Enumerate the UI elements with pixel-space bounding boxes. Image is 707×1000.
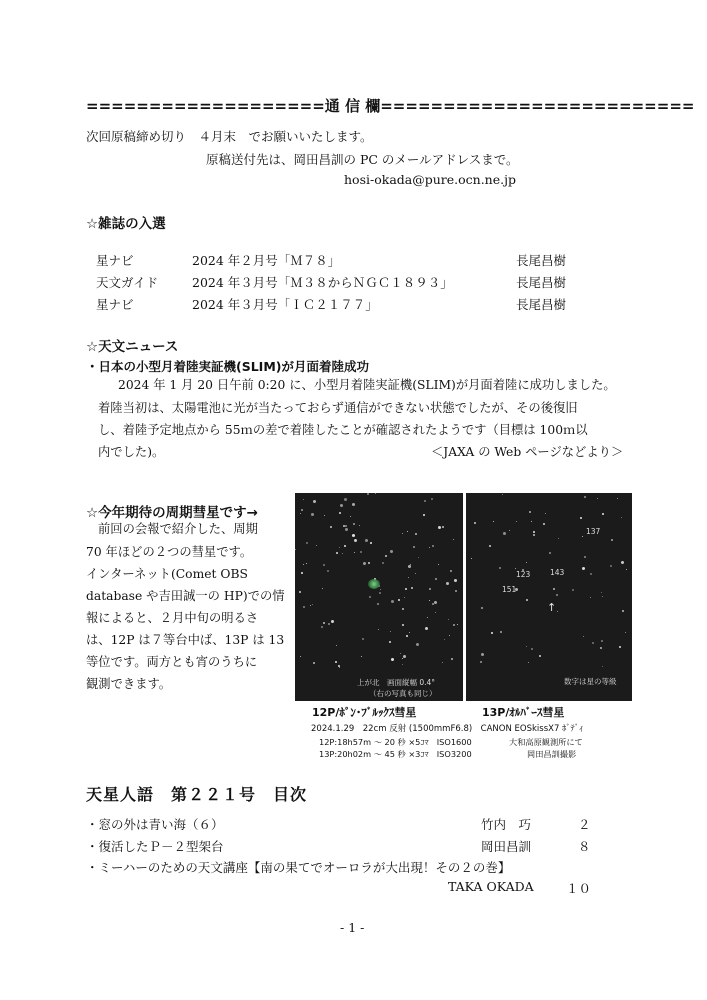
star-dot [619, 646, 621, 648]
star-dot [352, 534, 355, 537]
contact-email: hosi-okada@pure.ocn.ne.jp [344, 172, 516, 187]
toc-item-author: 竹内 巧 [481, 817, 532, 832]
star-dot [481, 653, 484, 656]
star-dot [295, 549, 296, 550]
comet-12p-name: 12P/ﾎﾟﾝ･ﾌﾞﾙｯｸｽ彗星 [312, 706, 417, 719]
star-dot [303, 564, 304, 565]
star-dot [474, 522, 476, 524]
toc-item-page: １０ [566, 881, 592, 896]
star-dot [385, 555, 387, 557]
star-dot [545, 513, 546, 514]
submission-notice: 原稿送付先は、岡田昌訓の PC のメールアドレスまで。 [206, 152, 519, 167]
star-dot [539, 655, 541, 657]
star-dot [432, 545, 434, 547]
news-paragraph-line: 着陸当初は、太陽電池に光が当たっておらず通信ができない状態でしたが、その後復旧 [98, 401, 578, 415]
star-dot [493, 521, 494, 522]
toc-item-author: TAKA OKADA [448, 879, 534, 894]
observatory-name: 大和高原観測所にて [509, 737, 583, 747]
magazine-issue: 2024 年３月号「ＩＣ２１７７」 [192, 297, 378, 312]
star-dot [327, 570, 329, 572]
star-dot [400, 653, 401, 654]
star-dot [531, 521, 532, 522]
star-dot [344, 498, 347, 501]
star-dot [343, 525, 345, 527]
star-dot [454, 579, 457, 582]
star-dot [379, 592, 381, 594]
star-dot [503, 532, 506, 535]
star-dot [423, 514, 425, 516]
star-dot [438, 526, 441, 529]
toc-item-page: ２ [578, 817, 591, 832]
star-dot [339, 547, 340, 548]
star-dot [303, 606, 305, 608]
star-dot [516, 521, 517, 522]
star-dot [449, 635, 450, 636]
star-dot [543, 523, 545, 525]
star-dot [424, 500, 426, 502]
star-dot [557, 611, 558, 612]
star-dot [590, 573, 592, 575]
star-dot [390, 631, 391, 632]
star-dot [610, 565, 612, 567]
photo-magnitude-note: 数字は星の等級 [564, 677, 617, 686]
star-dot [382, 562, 384, 564]
star-dot [402, 533, 403, 534]
comet-paragraph-line: は、12P は７等台中ば、13P は 13 [86, 633, 285, 647]
toc-title: 天星人語 第２２１号 目次 [86, 785, 308, 804]
star-dot [600, 647, 602, 649]
star-dot [378, 629, 379, 630]
star-dot [377, 603, 379, 605]
comet-12p-photo [295, 493, 463, 701]
star-dot [411, 587, 413, 589]
toc-item-page: ８ [578, 839, 591, 854]
toc-item-author: 岡田昌訓 [481, 839, 532, 854]
magazine-author: 長尾昌樹 [516, 275, 567, 290]
star-dot [405, 588, 407, 590]
magazine-author: 長尾昌樹 [516, 297, 567, 312]
star-dot [625, 632, 626, 633]
star-dot [365, 539, 368, 542]
star-dot [621, 517, 622, 518]
star-dot [434, 601, 437, 604]
star-dot [556, 594, 558, 596]
magazine-issue: 2024 年２月号「Ｍ７８」 [192, 253, 341, 268]
star-dot [438, 564, 439, 565]
star-dot [310, 605, 311, 606]
magazine-name: 星ナビ [96, 253, 134, 268]
toc-item-title: ・復活したＰ－２型架台 [86, 839, 224, 854]
star-dot [391, 600, 394, 603]
star-dot [572, 589, 574, 591]
star-dot [601, 640, 603, 642]
star-dot [415, 533, 417, 535]
news-paragraph-line: 2024 年 1 月 20 日午前 0:20 に、小型月着陸実証機(SLIM)が月面着陸に成功しました。 [118, 378, 616, 392]
star-dot [432, 603, 434, 605]
star-dot [431, 498, 433, 500]
star-dot [354, 539, 357, 542]
news-paragraph-line: 内でした)。 [98, 445, 165, 459]
star-dot [444, 639, 445, 640]
star-dot [324, 515, 325, 516]
toc-item-title: ・ミーハーのための天文講座【南の果てでオーロラが大出現！その２の巻】 [86, 860, 511, 875]
arrow-up-icon: ↑ [547, 601, 557, 614]
star-dot [367, 493, 369, 495]
star-dot [583, 636, 584, 637]
star-dot [404, 597, 405, 598]
star-dot [491, 632, 493, 634]
star-dot [526, 646, 527, 647]
toc-item-title: ・窓の外は青い海（６） [86, 817, 224, 832]
star-dot [626, 569, 627, 570]
comet-paragraph-line: 観測できます。 [86, 677, 172, 691]
star-dot [359, 525, 360, 526]
photo-caption [295, 701, 632, 761]
star-dot [391, 658, 394, 661]
photo-credit: 岡田昌訓撮影 [527, 749, 577, 759]
star-dot [336, 552, 338, 554]
star-dot [416, 643, 419, 646]
magazine-author: 長尾昌樹 [516, 253, 567, 268]
star-dot [425, 627, 428, 630]
star-dot [398, 599, 400, 601]
comet-13p-name: 13P/ｵﾙﾊﾞｰｽ彗星 [482, 706, 565, 719]
page-number: - 1 - [340, 920, 365, 935]
star-dot [345, 525, 347, 527]
star-dot [601, 592, 602, 593]
star-dot [621, 561, 624, 564]
star-dot [352, 503, 355, 506]
comet-section-title: ☆今年期待の周期彗星です→ [86, 505, 258, 521]
star-dot [418, 557, 419, 558]
star-dot [370, 542, 372, 544]
magazine-name: 天文ガイド [96, 275, 159, 290]
star-dot [450, 570, 452, 572]
star-dot [361, 656, 362, 657]
star-dot [455, 590, 457, 592]
star-dot [602, 513, 604, 515]
star-dot [427, 617, 428, 618]
star-dot [448, 619, 449, 620]
star-dot [529, 511, 531, 513]
comet-paragraph-line: 70 年ほどの２つの彗星です。 [86, 545, 253, 559]
star-dot [500, 631, 502, 633]
star-dot [553, 588, 555, 590]
star-dot [408, 565, 411, 568]
star-dot [301, 572, 303, 574]
magazine-name: 星ナビ [96, 297, 134, 312]
star-dot [313, 662, 315, 664]
star-dot [528, 662, 529, 663]
star-dot [350, 516, 351, 517]
photo-orientation-note: 上が北 画面縦幅 0.4° [357, 678, 436, 687]
star-dot [442, 662, 443, 663]
star-dot [429, 600, 430, 601]
star-dot [402, 658, 403, 659]
star-dot [299, 591, 301, 593]
star-dot [509, 530, 510, 531]
star-dot [489, 545, 491, 547]
star-dot [502, 494, 503, 495]
comet-paragraph-line: 等位です。両方とも宵のうちに [86, 655, 258, 669]
star-dot [617, 498, 618, 499]
news-source: ＜JAXA の Web ページなどより＞ [431, 445, 624, 459]
star-dot [584, 496, 586, 498]
star-dot [558, 538, 559, 539]
star-dot [402, 664, 403, 665]
star-dot [323, 622, 325, 624]
magazine-section-title: ☆雑誌の入選 [86, 216, 166, 232]
star-dot [453, 624, 455, 626]
equipment-line: 2024.1.29 22cm 反射 (1500mmF6.8) CANON EOSkissX7 ﾎﾞﾃﾞｨ [311, 724, 584, 734]
star-dot [339, 667, 340, 668]
comet-13p-photo [466, 493, 632, 701]
star-dot [409, 632, 410, 633]
star-dot [531, 648, 533, 650]
star-dot [457, 624, 458, 625]
comet-paragraph-line: database や吉田誠一の HP)での情 [86, 589, 285, 603]
star-dot [622, 610, 624, 612]
star-dot [362, 638, 364, 640]
star-dot [407, 531, 408, 532]
star-dot [369, 596, 371, 598]
star-dot [533, 531, 535, 533]
magazine-issue: 2024 年３月号「Ｍ３８からＮＧＣ１８９３」 [192, 275, 453, 290]
star-dot [345, 528, 348, 531]
star-dot [408, 577, 409, 578]
star-dot [322, 588, 323, 589]
star-magnitude-label: 151 [502, 585, 517, 594]
comet-paragraph-line: インターネット(Comet OBS [86, 567, 248, 581]
star-dot [533, 534, 535, 536]
star-dot [321, 626, 323, 628]
star-dot [353, 523, 355, 525]
star-dot [339, 512, 341, 514]
star-dot [580, 517, 582, 519]
star-dot [499, 567, 501, 569]
news-section-title: ☆天文ニュース [86, 339, 179, 355]
section-header: ===================通 信 欄========================= [86, 97, 695, 115]
star-dot [354, 552, 355, 553]
star-dot [303, 499, 304, 500]
star-dot [515, 568, 516, 569]
star-dot [328, 623, 330, 625]
star-dot [342, 553, 343, 554]
star-dot [480, 661, 482, 663]
exposure-12p: 12P:18h57m ～ 20 秒 ×5ｺﾏ ISO1600 [319, 737, 472, 747]
star-dot [526, 599, 528, 601]
star-dot [602, 596, 603, 597]
star-dot [435, 612, 436, 613]
star-dot [380, 589, 381, 590]
star-dot [582, 536, 583, 537]
star-dot [306, 542, 308, 544]
star-dot [331, 620, 334, 623]
star-dot [406, 635, 408, 637]
star-dot [442, 526, 444, 528]
star-magnitude-label: 143 [550, 568, 565, 577]
star-dot [306, 563, 307, 564]
star-dot [526, 562, 527, 563]
star-dot [602, 666, 603, 667]
star-dot [481, 607, 483, 609]
star-dot [335, 661, 337, 663]
star-dot [590, 597, 591, 598]
star-dot [597, 498, 598, 499]
star-dot [429, 588, 431, 590]
star-dot [402, 608, 404, 610]
star-dot [344, 545, 346, 547]
star-dot [446, 582, 449, 585]
star-dot [323, 564, 325, 566]
star-dot [403, 655, 406, 658]
star-dot [312, 604, 313, 605]
star-dot [611, 539, 613, 541]
star-dot [360, 551, 362, 553]
deadline-notice: 次回原稿締め切り ４月末 でお願いいたします。 [86, 129, 373, 144]
star-dot [375, 493, 376, 494]
star-dot [390, 550, 393, 553]
star-dot [389, 641, 391, 643]
star-dot [368, 562, 370, 564]
photo-scale-note: （右の写真も同じ） [369, 689, 437, 698]
star-dot [584, 556, 586, 558]
star-dot [471, 558, 472, 559]
star-dot [301, 509, 303, 511]
comet-paragraph-line: 前回の会報で紹介した、周期 [98, 522, 258, 536]
star-dot [330, 526, 332, 528]
star-dot [451, 658, 453, 660]
news-paragraph-line: し、着陸予定地点から 55ｍの差で着陸したことが確認されたようです（目標は 100ｍ以 [98, 423, 588, 437]
star-dot [300, 513, 301, 514]
star-dot [582, 567, 585, 570]
star-dot [429, 547, 430, 548]
star-dot [313, 500, 316, 503]
star-dot [453, 539, 454, 540]
star-dot [435, 578, 437, 580]
news-headline: ・日本の小型月着陸実証機(SLIM)が月面着陸成功 [86, 359, 369, 374]
star-dot [311, 513, 314, 516]
star-dot [336, 645, 337, 646]
star-dot [340, 504, 343, 507]
star-dot [413, 546, 415, 548]
star-magnitude-label: 137 [586, 527, 601, 536]
star-dot [316, 545, 317, 546]
star-dot [363, 562, 366, 565]
star-dot [592, 642, 594, 644]
star-dot [402, 624, 404, 626]
exposure-13p: 13P:20h02m ～ 45 秒 ×3ｺﾏ ISO3200 [319, 749, 472, 759]
star-magnitude-label: 123 [516, 570, 531, 579]
star-dot [415, 573, 416, 574]
star-dot [300, 656, 301, 657]
comet-coma [368, 579, 380, 589]
comet-paragraph-line: 報によると、２月中旬の明るさ [86, 611, 259, 625]
star-dot [549, 552, 551, 554]
